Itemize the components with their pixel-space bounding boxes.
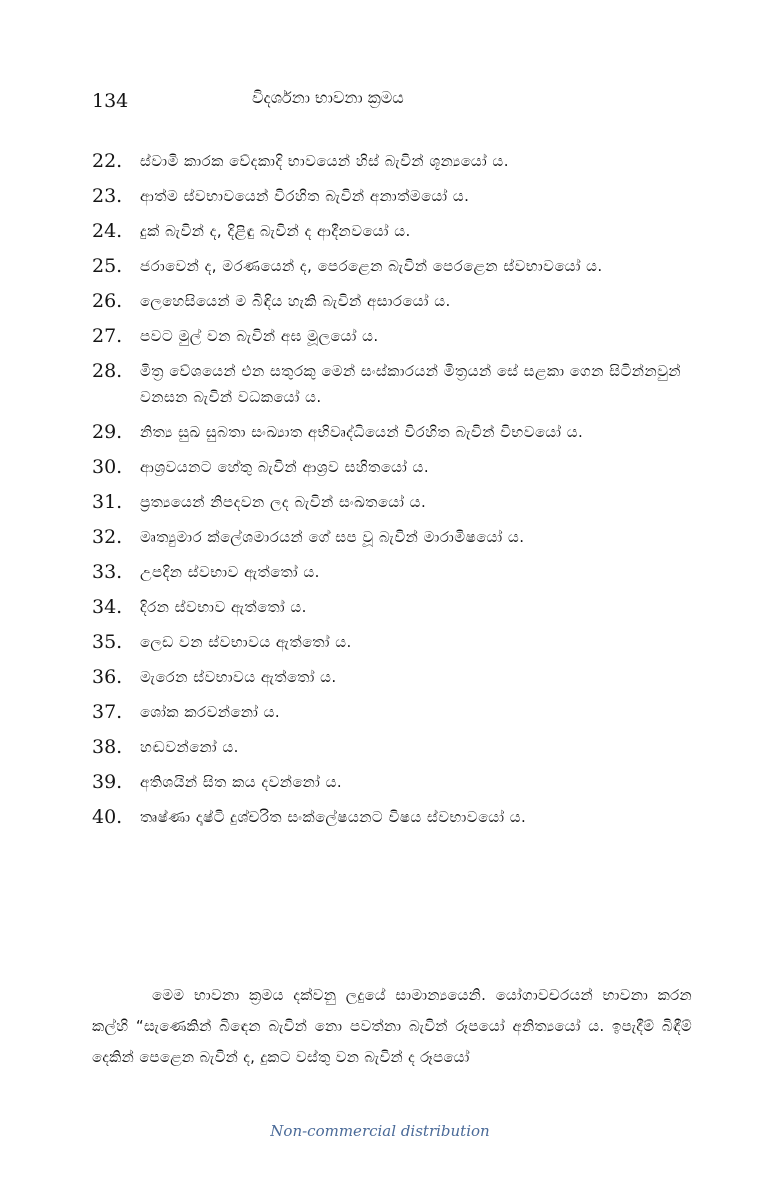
item-number: 26. bbox=[92, 290, 123, 312]
item-text: මැරෙන ස්වභාවය ඇත්තෝ ය. bbox=[140, 668, 337, 686]
item-text: මිත්‍ර වේශයෙන් එන සතුරකු මෙන් සංස්කාරයන් මිත්‍රයන් සේ සළකා ගෙන සිටින්නවුන් වනසන බැවින් වධකයෝ ය. bbox=[140, 362, 682, 406]
list-item bbox=[92, 218, 692, 244]
item-number: 32. bbox=[92, 526, 123, 548]
list-item bbox=[92, 804, 692, 830]
item-number: 36. bbox=[92, 666, 123, 688]
list-item bbox=[92, 253, 692, 279]
item-text: ප්‍රත්‍යයෙන් නිපදවන ලද බැවින් සංඛතයෝ ය. bbox=[140, 493, 427, 511]
running-title: විදර්ශනා භාවනා ක්‍රමය bbox=[252, 88, 404, 107]
list-item bbox=[92, 183, 692, 209]
item-number: 37. bbox=[92, 701, 123, 723]
list-item bbox=[92, 489, 692, 515]
item-text: හඬවන්නෝ ය. bbox=[140, 738, 239, 756]
item-text: ස්වාමි කාරක වේදකාදි භාවයෙන් හිස් බැවින් ශූන්‍යයෝ ය. bbox=[140, 152, 509, 170]
item-text: උපදින ස්වභාව ඇත්තෝ ය. bbox=[140, 563, 320, 581]
list-item bbox=[92, 454, 692, 480]
item-text: ආශ්‍රවයනට හේතු බැවින් ආශ්‍රව සහිතයෝ ය. bbox=[140, 458, 430, 476]
list-item bbox=[92, 629, 692, 655]
item-text: මෘත්‍යුමාර ක්ලේශමාරයන් ගේ සප වූ බැවින් මාරාමිෂයෝ ය. bbox=[140, 528, 525, 546]
item-number: 38. bbox=[92, 736, 123, 758]
item-text: ආත්ම ස්වභාවයෙන් විරහිත බැවින් අනාත්මයෝ ය. bbox=[140, 187, 470, 205]
list-item bbox=[92, 699, 692, 725]
numbered-list bbox=[92, 148, 692, 839]
item-text: නිත්‍ය සුඛ සුබතා සංඛ්‍යාත අභිවෘද්ධියෙන් විරහිත බැවින් විභවයෝ ය. bbox=[140, 423, 584, 441]
list-item bbox=[92, 734, 692, 760]
item-number: 29. bbox=[92, 421, 123, 443]
item-text: ලෙඩ වන ස්වභාවය ඇත්තෝ ය. bbox=[140, 633, 352, 651]
item-number: 34. bbox=[92, 596, 123, 618]
list-item bbox=[92, 524, 692, 550]
item-number: 22. bbox=[92, 150, 123, 172]
body-paragraph: මෙම භාවනා ක්‍රමය දක්වනු ලදුයේ සාමාන්‍යයෙනි. යෝගාවචරයන් භාවනා කරන කල්හි “සැණෙකින් බිඳෙන බැවින් නො පවත්නා බැවින් රූපයෝ අනිත්‍යයෝ ය. ඉපැදීම් බිඳීම් දෙකින් පෙළෙන බැවින් ද, දුකට වස්තු වන බැවින් ද රූපයෝ bbox=[92, 986, 692, 1066]
list-item bbox=[92, 419, 692, 445]
list-item bbox=[92, 664, 692, 690]
list-item bbox=[92, 288, 692, 314]
item-number: 33. bbox=[92, 561, 123, 583]
list-item bbox=[92, 323, 692, 349]
item-text: දිරන ස්වභාව ඇත්තෝ ය. bbox=[140, 598, 307, 616]
item-text: ජරාවෙන් ද, මරණයෙන් ද, පෙරළෙන බැවින් පෙරළෙන ස්වභාවයෝ ය. bbox=[140, 257, 603, 275]
item-text: තෘෂ්ණා දෘෂ්ටි දුශ්චරිත සංක්ලේෂයනට විෂය ස්වභාවයෝ ය. bbox=[140, 808, 527, 826]
list-item bbox=[92, 769, 692, 795]
item-number: 23. bbox=[92, 185, 123, 207]
item-text: ලෙහෙසියෙන් ම බිඳිය හැකි බැවින් අසාරයෝ ය. bbox=[140, 292, 451, 310]
item-number: 27. bbox=[92, 325, 123, 347]
page-number: 134 bbox=[92, 90, 129, 112]
list-item bbox=[92, 559, 692, 585]
item-text: පවට මුල් වන බැවින් අඝ මූලයෝ ය. bbox=[140, 327, 379, 345]
item-number: 39. bbox=[92, 771, 123, 793]
item-text: ශෝක කරවන්නෝ ය. bbox=[140, 703, 281, 721]
item-number: 25. bbox=[92, 255, 123, 277]
page-header bbox=[92, 86, 672, 120]
item-number: 24. bbox=[92, 220, 123, 242]
list-item bbox=[92, 594, 692, 620]
item-text: දුක් බැවින් ද, දිළිඳු බැවින් ද ආදීනවයෝ ය. bbox=[140, 222, 411, 240]
list-item bbox=[92, 358, 692, 410]
item-text: අතිශයින් සිත කය දවන්නෝ ය. bbox=[140, 773, 343, 791]
item-number: 31. bbox=[92, 491, 123, 513]
item-number: 35. bbox=[92, 631, 123, 653]
list-item bbox=[92, 148, 692, 174]
footer-note: Non-commercial distribution bbox=[270, 1122, 490, 1140]
item-number: 30. bbox=[92, 456, 123, 478]
item-number: 40. bbox=[92, 806, 123, 828]
item-number: 28. bbox=[92, 360, 123, 382]
